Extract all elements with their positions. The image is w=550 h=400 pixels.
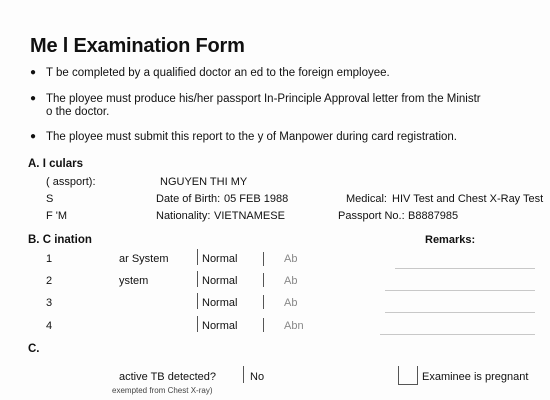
normal-label: Normal — [202, 297, 238, 309]
name-value: NGUYEN THI MY — [160, 176, 248, 188]
nationality-value: VIETNAMESE — [214, 210, 285, 222]
abnormal-label: Ab — [284, 253, 298, 265]
abnormal-label: Ab — [284, 275, 298, 287]
abnormal-checkbox[interactable] — [263, 273, 264, 287]
section-a-heading: A. I culars — [28, 158, 83, 170]
normal-checkbox[interactable] — [197, 249, 198, 265]
row-number: 2 — [46, 275, 53, 287]
bullet-icon: ● — [30, 67, 37, 78]
bullet-text-line2: o the doctor. — [46, 106, 110, 118]
medical-label: Medical: — [346, 193, 387, 205]
passport-label: Passport No.: — [338, 210, 405, 222]
row-number: 1 — [46, 253, 53, 265]
bullet-icon: ● — [30, 93, 37, 104]
remarks-line — [395, 268, 535, 269]
race-label: F 'M — [46, 210, 68, 222]
normal-checkbox[interactable] — [197, 293, 198, 309]
remarks-label: Remarks: — [425, 234, 476, 246]
medical-value: HIV Test and Chest X-Ray Test — [392, 193, 544, 205]
normal-label: Normal — [202, 253, 238, 265]
bullet-text: T be completed by a qualified doctor an ed to the foreign employee. — [46, 67, 390, 79]
tb-no-checkbox[interactable] — [243, 366, 244, 383]
dob-label: Date of Birth: — [156, 193, 221, 205]
row-number: 4 — [46, 320, 53, 332]
bullet-text: The ployee must submit this report to the y of Manpower during card registration. — [46, 131, 458, 143]
exempt-note: exempted from Chest X-ray) — [112, 386, 213, 395]
passport-value: B8887985 — [408, 210, 459, 222]
normal-checkbox[interactable] — [197, 271, 198, 287]
bullet-text: The ployee must produce his/her passport In-Principle Approval letter from the Ministr — [46, 93, 481, 105]
remarks-line — [385, 290, 535, 291]
row-number: 3 — [46, 297, 53, 309]
bullet-icon: ● — [30, 131, 37, 142]
normal-label: Normal — [202, 275, 238, 287]
name-label: ( assport): — [46, 176, 96, 188]
dob-value: 05 FEB 1988 — [224, 193, 289, 205]
tb-question: active TB detected? — [119, 371, 217, 383]
row-system: ar System — [119, 253, 169, 265]
pregnant-checkbox[interactable] — [398, 366, 418, 385]
pregnant-label: Examinee is pregnant — [422, 371, 529, 383]
abnormal-label: Ab — [284, 297, 298, 309]
abnormal-checkbox[interactable] — [263, 318, 264, 332]
normal-checkbox[interactable] — [197, 316, 198, 332]
sex-label: S — [46, 193, 54, 205]
section-b-heading: B. C ination — [28, 234, 92, 246]
normal-label: Normal — [202, 320, 238, 332]
tb-no-label: No — [250, 371, 265, 383]
remarks-line — [385, 312, 535, 313]
nationality-label: Nationality: — [156, 210, 211, 222]
abnormal-label: Abn — [284, 320, 304, 332]
row-system: ystem — [119, 275, 149, 287]
section-c-heading: C. — [28, 343, 40, 355]
form-title: Me l Examination Form — [30, 35, 245, 57]
abnormal-checkbox[interactable] — [263, 295, 264, 309]
abnormal-checkbox[interactable] — [263, 252, 264, 266]
remarks-line — [380, 334, 535, 335]
